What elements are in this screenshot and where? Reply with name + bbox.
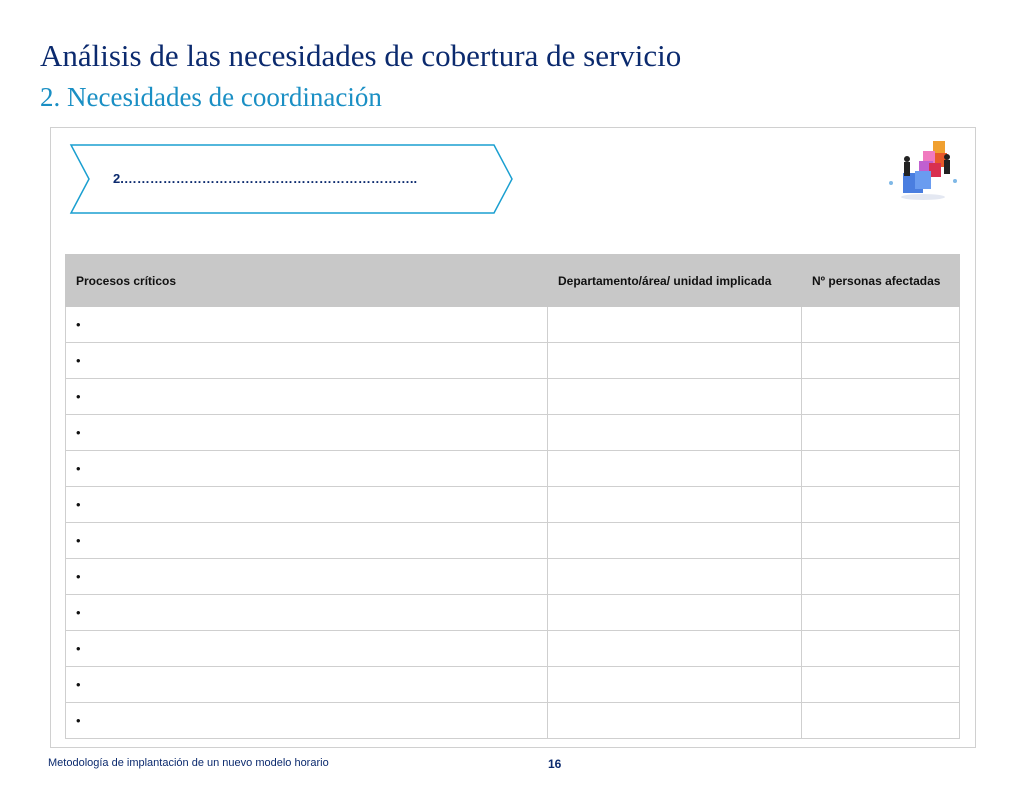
department-cell[interactable] (548, 307, 802, 343)
people-cell[interactable] (802, 307, 960, 343)
people-cell[interactable] (802, 703, 960, 739)
department-cell[interactable] (548, 487, 802, 523)
process-cell[interactable]: • (66, 415, 548, 451)
department-cell[interactable] (548, 343, 802, 379)
process-cell[interactable]: • (66, 487, 548, 523)
table-header-row (66, 255, 960, 307)
department-cell[interactable] (548, 631, 802, 667)
department-cell[interactable] (548, 559, 802, 595)
table-row (66, 595, 960, 631)
table-row (66, 559, 960, 595)
people-cell[interactable] (802, 631, 960, 667)
department-cell[interactable] (548, 523, 802, 559)
process-cell[interactable]: • (66, 379, 548, 415)
table-row (66, 703, 960, 739)
teamwork-blocks-icon (885, 137, 960, 203)
table-row (66, 379, 960, 415)
table-row (66, 307, 960, 343)
process-cell[interactable]: • (66, 703, 548, 739)
coordination-table (65, 254, 960, 739)
table-row (66, 415, 960, 451)
header-departamento: Departamento/área/ unidad implicada (548, 255, 802, 307)
header-procesos: Procesos críticos (66, 255, 548, 307)
process-cell[interactable]: • (66, 523, 548, 559)
department-cell[interactable] (548, 379, 802, 415)
people-cell[interactable] (802, 559, 960, 595)
table-row (66, 343, 960, 379)
table-row (66, 523, 960, 559)
people-cell[interactable] (802, 595, 960, 631)
people-cell[interactable] (802, 523, 960, 559)
department-cell[interactable] (548, 703, 802, 739)
table-row (66, 451, 960, 487)
process-cell[interactable]: • (66, 631, 548, 667)
table-row (66, 631, 960, 667)
footer-text: Metodología de implantación de un nuevo modelo horario (48, 757, 329, 769)
people-cell[interactable] (802, 451, 960, 487)
department-cell[interactable] (548, 595, 802, 631)
people-cell[interactable] (802, 487, 960, 523)
people-cell[interactable] (802, 379, 960, 415)
process-cell[interactable]: • (66, 343, 548, 379)
page-subtitle: 2. Necesidades de coordinación (40, 82, 382, 112)
people-cell[interactable] (802, 343, 960, 379)
process-cell[interactable]: • (66, 595, 548, 631)
people-cell[interactable] (802, 667, 960, 703)
banner-text: 2.………………………………………………………….. (113, 171, 418, 186)
people-cell[interactable] (802, 415, 960, 451)
page-title: Análisis de las necesidades de cobertura de servicio (40, 38, 682, 73)
process-cell[interactable]: • (66, 307, 548, 343)
process-cell[interactable]: • (66, 559, 548, 595)
table-row (66, 667, 960, 703)
table-row (66, 487, 960, 523)
department-cell[interactable] (548, 415, 802, 451)
process-cell[interactable]: • (66, 667, 548, 703)
header-personas: Nº personas afectadas (802, 255, 960, 307)
page-number: 16 (548, 757, 562, 771)
department-cell[interactable] (548, 667, 802, 703)
process-cell[interactable]: • (66, 451, 548, 487)
department-cell[interactable] (548, 451, 802, 487)
